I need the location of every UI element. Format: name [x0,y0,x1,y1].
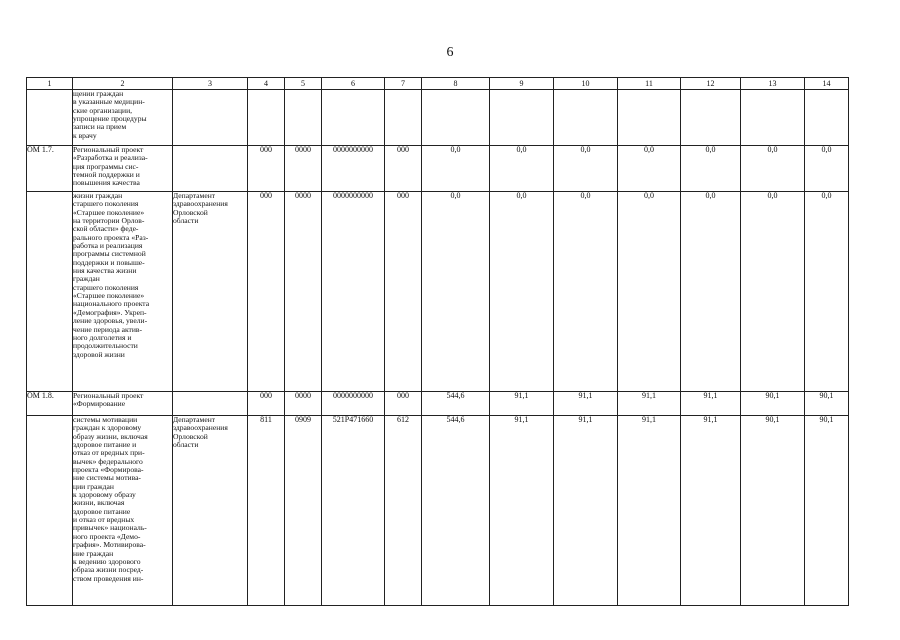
cell-value: 544,6 [422,416,490,606]
column-header: 14 [805,78,849,90]
cell-value: 000 [385,192,422,392]
cell-value [741,90,805,146]
row-name [73,392,173,416]
column-header: 13 [741,78,805,90]
row-name-text: Региональный проект «Разработка и реализа- ция программы сис- темной поддержки и повышения качества [73,145,148,188]
table-row [27,146,849,192]
cell-value: 0,0 [681,146,741,192]
row-name-text: жизни граждан старшего поколения «Старшее поколение» на территории Орлов- ской области» феде- рального проекта «Раз- работка и реализация программы системной поддержки и повыше- ния качества жизни граждан старшего поколения «Старшее поколение» национального проекта «Демография». Укреп- ление здоровья, увели- чение периода актив- ного долголетия и продолжительности здоровой жизни [73,191,150,359]
row-name [73,416,173,606]
page-number: 6 [446,45,454,60]
cell-value: 0,0 [554,192,618,392]
column-header: 9 [490,78,554,90]
cell-value: 0,0 [741,192,805,392]
cell-value: 90,1 [741,416,805,606]
table-row [27,90,849,146]
cell-value: 0909 [285,416,322,606]
column-header: 10 [554,78,618,90]
cell-value [618,90,681,146]
cell-value: 0,0 [490,192,554,392]
column-header: 12 [681,78,741,90]
cell-value: 000 [385,392,422,416]
table-row [27,192,849,392]
column-header: 2 [73,78,173,90]
cell-value: 0000000000 [322,146,385,192]
cell-value: 0000 [285,192,322,392]
cell-value: 0,0 [805,192,849,392]
cell-value: 90,1 [805,416,849,606]
cell-value: 91,1 [490,416,554,606]
column-header: 6 [322,78,385,90]
column-header: 4 [248,78,285,90]
cell-value: 000 [248,146,285,192]
cell-value: 91,1 [681,392,741,416]
cell-value: 0,0 [805,146,849,192]
row-executor [173,416,248,606]
cell-value: 91,1 [554,416,618,606]
row-code: ОМ 1.8. [27,392,73,416]
cell-value: 91,1 [681,416,741,606]
cell-value: 0,0 [681,192,741,392]
row-name-text: Региональный проект «Формирование [73,391,144,409]
row-executor [173,192,248,392]
column-header: 1 [27,78,73,90]
cell-value [490,90,554,146]
cell-value: 91,1 [490,392,554,416]
cell-value: 0,0 [422,192,490,392]
row-executor [173,90,248,146]
row-name [73,146,173,192]
column-header: 11 [618,78,681,90]
cell-value [554,90,618,146]
cell-value [422,90,490,146]
cell-value: 0,0 [618,146,681,192]
cell-value: 0,0 [618,192,681,392]
cell-value [248,90,285,146]
row-name [73,90,173,146]
row-executor [173,146,248,192]
budget-table [26,77,849,606]
cell-value: 0,0 [422,146,490,192]
column-header-row [27,78,849,90]
table-row [27,416,849,606]
cell-value: 0,0 [490,146,554,192]
cell-value: 000 [385,146,422,192]
row-executor [173,392,248,416]
column-header: 7 [385,78,422,90]
cell-value: 0000000000 [322,392,385,416]
cell-value: 544,6 [422,392,490,416]
cell-value: 91,1 [618,416,681,606]
row-code: ОМ 1.7. [27,146,73,192]
cell-value [681,90,741,146]
cell-value: 91,1 [618,392,681,416]
cell-value: 811 [248,416,285,606]
row-executor-text: Департамент здравоохранения Орловской области [173,191,228,226]
cell-value: 612 [385,416,422,606]
cell-value: 000 [248,392,285,416]
cell-value: 0000000000 [322,192,385,392]
row-code [27,416,73,606]
column-header: 8 [422,78,490,90]
cell-value: 90,1 [741,392,805,416]
cell-value [385,90,422,146]
cell-value: 0,0 [554,146,618,192]
row-name-text: системы мотивации граждан к здоровому образу жизни, включая здоровое питание и отказ от вредных при- вычек» федерального проекта «Формирова- ние системы мотива- ции граждан к здоровому образу жизни, включая здоровое питание и отказ от вредных привычек» националь- ного проекта «Демо- графия». Мотивирова- ние граждан к ведению здорового образа жизни посред- ством проведения ин- [73,415,148,583]
row-code [27,192,73,392]
column-header: 3 [173,78,248,90]
row-code [27,90,73,146]
cell-value [322,90,385,146]
cell-value [805,90,849,146]
cell-value: 0000 [285,146,322,192]
cell-value: 000 [248,192,285,392]
cell-value: 0,0 [741,146,805,192]
cell-value: 90,1 [805,392,849,416]
row-name-text: щении граждан в указанные медицин- ские организации, упрощение процедуры записи на прием к врачу [73,89,147,140]
cell-value: 91,1 [554,392,618,416]
row-executor-text: Департамент здравоохранения Орловской области [173,415,228,450]
table-row [27,392,849,416]
row-name [73,192,173,392]
cell-value: 0000 [285,392,322,416]
cell-value [285,90,322,146]
column-header: 5 [285,78,322,90]
cell-value: 521P471660 [322,416,385,606]
